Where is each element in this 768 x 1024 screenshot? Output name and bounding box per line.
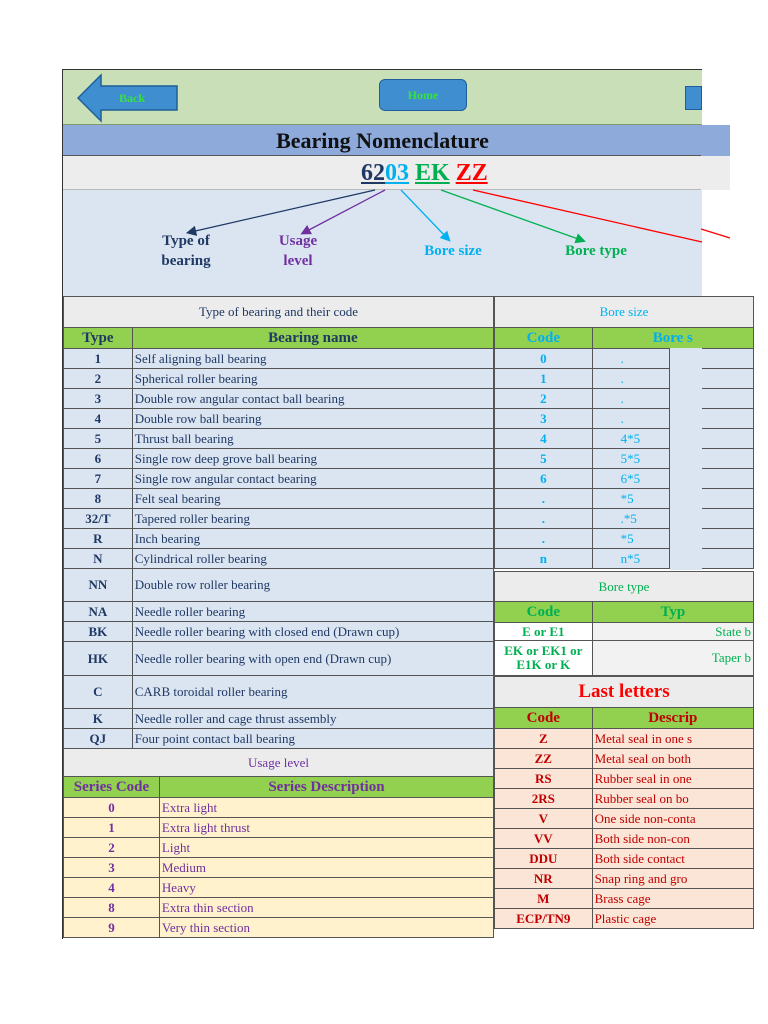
arrow-bore-type bbox=[441, 190, 581, 240]
type-code-cell: QJ bbox=[64, 729, 133, 749]
type-row bbox=[64, 489, 494, 509]
bearing-name-cell: Double row roller bearing bbox=[132, 569, 493, 602]
bearing-name-cell: Thrust ball bearing bbox=[132, 429, 493, 449]
bore-code-cell: . bbox=[495, 509, 593, 529]
series-code-cell: 2 bbox=[64, 838, 160, 858]
bearing-name-cell: Single row deep grove ball bearing bbox=[132, 449, 493, 469]
last-code-header: Code bbox=[495, 708, 593, 729]
series-desc-cell: Very thin section bbox=[159, 918, 493, 938]
type-code-cell: K bbox=[64, 709, 133, 729]
bore-row bbox=[495, 409, 754, 429]
last-row bbox=[495, 769, 754, 789]
series-code-cell: 0 bbox=[64, 798, 160, 818]
bearing-name-cell: Tapered roller bearing bbox=[132, 509, 493, 529]
bearing-type-table bbox=[63, 296, 494, 749]
bore-type-code-header: Code bbox=[495, 602, 593, 623]
series-code-cell: 4 bbox=[64, 878, 160, 898]
arrow-bore-size bbox=[401, 190, 447, 238]
series-desc-cell: Extra light thrust bbox=[159, 818, 493, 838]
last-desc-cell: Metal seal on both bbox=[592, 749, 753, 769]
series-code-cell: 3 bbox=[64, 858, 160, 878]
type-code-cell: 32/T bbox=[64, 509, 133, 529]
last-row bbox=[495, 809, 754, 829]
type-code-cell: C bbox=[64, 676, 133, 709]
page-title: Bearing Nomenclature bbox=[276, 128, 489, 153]
bearing-name-cell: Self aligning ball bearing bbox=[132, 349, 493, 369]
arrow-type bbox=[191, 190, 375, 232]
bore-code-cell: n bbox=[495, 549, 593, 569]
label-bore-type: Bore type bbox=[565, 243, 627, 259]
code-diagram bbox=[63, 190, 702, 296]
bore-size-cell: 5*5 bbox=[592, 449, 670, 469]
type-row bbox=[64, 622, 494, 642]
bore-size-cell: . bbox=[592, 409, 670, 429]
bore-type-desc-cell: Taper b bbox=[592, 641, 753, 676]
bore-size-cell: .*5 bbox=[592, 509, 670, 529]
series-code-cell: 9 bbox=[64, 918, 160, 938]
series-code-cell: 8 bbox=[64, 898, 160, 918]
last-code-cell: Z bbox=[495, 729, 593, 749]
last-code-cell: RS bbox=[495, 769, 593, 789]
last-desc-cell: Both side contact bbox=[592, 849, 753, 869]
bore-type-row bbox=[495, 641, 754, 676]
bearing-name-cell: Double row angular contact ball bearing bbox=[132, 389, 493, 409]
bearing-name-cell: Cylindrical roller bearing bbox=[132, 549, 493, 569]
bore-type-row bbox=[495, 623, 754, 641]
bearing-name-cell: Double row ball bearing bbox=[132, 409, 493, 429]
next-button[interactable] bbox=[685, 86, 702, 110]
last-desc-cell: Both side non-con bbox=[592, 829, 753, 849]
label-usage-level: Usage level bbox=[278, 233, 318, 269]
code-bore-type: EK bbox=[415, 160, 450, 186]
type-code-cell: R bbox=[64, 529, 133, 549]
bore-code-cell: 4 bbox=[495, 429, 593, 449]
bore-code-cell: 1 bbox=[495, 369, 593, 389]
bore-row bbox=[495, 469, 754, 489]
last-desc-cell: Snap ring and gro bbox=[592, 869, 753, 889]
bore-code-cell: 2 bbox=[495, 389, 593, 409]
last-code-cell: ECP/TN9 bbox=[495, 909, 593, 929]
bore-row bbox=[495, 489, 754, 509]
series-desc-cell: Light bbox=[159, 838, 493, 858]
bore-size-cell: . bbox=[592, 349, 670, 369]
type-code-cell: 5 bbox=[64, 429, 133, 449]
series-desc-cell: Extra thin section bbox=[159, 898, 493, 918]
bore-row bbox=[495, 349, 754, 369]
bearing-name-cell: Four point contact ball bearing bbox=[132, 729, 493, 749]
bearing-name-cell: Spherical roller bearing bbox=[132, 369, 493, 389]
usage-row bbox=[64, 898, 494, 918]
bore-row bbox=[495, 509, 754, 529]
bore-size-heading: Bore size bbox=[495, 297, 754, 328]
bore-code-cell: 6 bbox=[495, 469, 593, 489]
bearing-name-cell: Needle roller and cage thrust assembly bbox=[132, 709, 493, 729]
type-code-cell: 1 bbox=[64, 349, 133, 369]
last-row bbox=[495, 789, 754, 809]
bore-type-table bbox=[494, 571, 754, 676]
last-code-cell: V bbox=[495, 809, 593, 829]
usage-row bbox=[64, 878, 494, 898]
last-row bbox=[495, 849, 754, 869]
usage-table-heading: Usage level bbox=[64, 749, 494, 777]
usage-row bbox=[64, 818, 494, 838]
last-row bbox=[495, 869, 754, 889]
type-code-cell: 7 bbox=[64, 469, 133, 489]
type-row bbox=[64, 709, 494, 729]
page-title-bar bbox=[63, 125, 702, 156]
bore-size-cell: 6*5 bbox=[592, 469, 670, 489]
type-row bbox=[64, 409, 494, 429]
type-row bbox=[64, 549, 494, 569]
bore-size-cell: *5 bbox=[592, 529, 670, 549]
series-desc-header: Series Description bbox=[159, 777, 493, 798]
spreadsheet-sheet bbox=[62, 69, 751, 939]
usage-row bbox=[64, 798, 494, 818]
last-code-cell: VV bbox=[495, 829, 593, 849]
last-desc-cell: Metal seal in one s bbox=[592, 729, 753, 749]
type-row bbox=[64, 529, 494, 549]
back-button-label: Back bbox=[118, 91, 145, 105]
type-code-cell: 8 bbox=[64, 489, 133, 509]
bore-size-cell: 4*5 bbox=[592, 429, 670, 449]
type-code-cell: HK bbox=[64, 642, 133, 676]
usage-row bbox=[64, 858, 494, 878]
type-code-cell: N bbox=[64, 549, 133, 569]
last-desc-cell: One side non-conta bbox=[592, 809, 753, 829]
bearing-name-cell: CARB toroidal roller bearing bbox=[132, 676, 493, 709]
bore-code-cell: 0 bbox=[495, 349, 593, 369]
last-desc-cell: Rubber seal on bo bbox=[592, 789, 753, 809]
series-code-cell: 1 bbox=[64, 818, 160, 838]
bore-code-cell: 3 bbox=[495, 409, 593, 429]
type-row bbox=[64, 389, 494, 409]
last-row bbox=[495, 829, 754, 849]
last-code-cell: NR bbox=[495, 869, 593, 889]
type-code-cell: NN bbox=[64, 569, 133, 602]
type-row bbox=[64, 676, 494, 709]
bore-size-filler bbox=[670, 348, 702, 570]
type-row bbox=[64, 602, 494, 622]
nav-bar bbox=[63, 69, 702, 125]
type-code-cell: 2 bbox=[64, 369, 133, 389]
bearing-name-cell: Inch bearing bbox=[132, 529, 493, 549]
bearing-name-cell: Needle roller bearing with closed end (Drawn cup) bbox=[132, 622, 493, 642]
bore-code-cell: . bbox=[495, 489, 593, 509]
bearing-name-cell: Single row angular contact bearing bbox=[132, 469, 493, 489]
code-type-digits: 62 bbox=[361, 160, 385, 186]
last-desc-cell: Brass cage bbox=[592, 889, 753, 909]
bore-size-cell: n*5 bbox=[592, 549, 670, 569]
usage-row bbox=[64, 918, 494, 938]
bore-row bbox=[495, 369, 754, 389]
title-bar-extension bbox=[701, 125, 730, 156]
type-code-cell: 3 bbox=[64, 389, 133, 409]
bore-size-header: Bore s bbox=[592, 328, 753, 349]
type-row bbox=[64, 642, 494, 676]
type-col-header: Type bbox=[64, 328, 133, 349]
series-desc-cell: Medium bbox=[159, 858, 493, 878]
type-code-cell: BK bbox=[64, 622, 133, 642]
last-letters-arrow-ext bbox=[701, 229, 730, 241]
type-row bbox=[64, 429, 494, 449]
type-row bbox=[64, 729, 494, 749]
type-table-heading: Type of bearing and their code bbox=[64, 297, 494, 328]
type-row bbox=[64, 509, 494, 529]
label-type-of-bearing: Type of bearing bbox=[161, 233, 211, 269]
usage-level-table bbox=[63, 748, 494, 938]
bore-type-heading: Bore type bbox=[495, 572, 754, 602]
name-col-header: Bearing name bbox=[132, 328, 493, 349]
last-desc-cell: Rubber seal in one bbox=[592, 769, 753, 789]
type-row bbox=[64, 449, 494, 469]
last-code-cell: ZZ bbox=[495, 749, 593, 769]
bore-size-cell: *5 bbox=[592, 489, 670, 509]
home-button[interactable] bbox=[379, 79, 467, 111]
bore-size-cell: . bbox=[592, 369, 670, 389]
last-row bbox=[495, 889, 754, 909]
bore-size-table bbox=[494, 296, 754, 569]
label-bore-size: Bore size bbox=[424, 243, 482, 259]
bore-type-type-header: Typ bbox=[592, 602, 753, 623]
bore-row bbox=[495, 389, 754, 409]
code-bar-extension bbox=[701, 156, 730, 190]
last-letters-heading: Last letters bbox=[495, 677, 754, 708]
series-desc-cell: Heavy bbox=[159, 878, 493, 898]
usage-row bbox=[64, 838, 494, 858]
series-desc-cell: Extra light bbox=[159, 798, 493, 818]
bore-size-cell: . bbox=[592, 389, 670, 409]
series-code-header: Series Code bbox=[64, 777, 160, 798]
last-desc-cell: Plastic cage bbox=[592, 909, 753, 929]
bore-row bbox=[495, 429, 754, 449]
bearing-name-cell: Felt seal bearing bbox=[132, 489, 493, 509]
type-row bbox=[64, 469, 494, 489]
example-code-bar bbox=[63, 156, 702, 190]
last-desc-header: Descrip bbox=[592, 708, 753, 729]
bore-code-header: Code bbox=[495, 328, 593, 349]
last-row bbox=[495, 749, 754, 769]
bore-type-code-cell: E or E1 bbox=[495, 623, 593, 641]
bearing-name-cell: Needle roller bearing bbox=[132, 602, 493, 622]
type-row bbox=[64, 569, 494, 602]
bore-code-cell: . bbox=[495, 529, 593, 549]
last-letters-table bbox=[494, 676, 754, 929]
bore-code-cell: 5 bbox=[495, 449, 593, 469]
back-button[interactable] bbox=[77, 74, 179, 122]
arrow-last-letters bbox=[473, 190, 702, 242]
bore-row bbox=[495, 549, 754, 569]
bore-type-code-cell: EK or EK1 or E1K or K bbox=[495, 641, 593, 676]
last-row bbox=[495, 909, 754, 929]
last-code-cell: DDU bbox=[495, 849, 593, 869]
type-code-cell: 4 bbox=[64, 409, 133, 429]
type-row bbox=[64, 349, 494, 369]
bore-type-desc-cell: State b bbox=[592, 623, 753, 641]
bore-row bbox=[495, 529, 754, 549]
bearing-name-cell: Needle roller bearing with open end (Drawn cup) bbox=[132, 642, 493, 676]
last-code-cell: M bbox=[495, 889, 593, 909]
type-code-cell: NA bbox=[64, 602, 133, 622]
type-code-cell: 6 bbox=[64, 449, 133, 469]
home-button-label: Home bbox=[407, 88, 439, 102]
last-row bbox=[495, 729, 754, 749]
bore-row bbox=[495, 449, 754, 469]
code-last-letters: ZZ bbox=[455, 160, 488, 186]
type-row bbox=[64, 369, 494, 389]
last-code-cell: 2RS bbox=[495, 789, 593, 809]
code-bore-digits: 03 bbox=[385, 160, 409, 186]
